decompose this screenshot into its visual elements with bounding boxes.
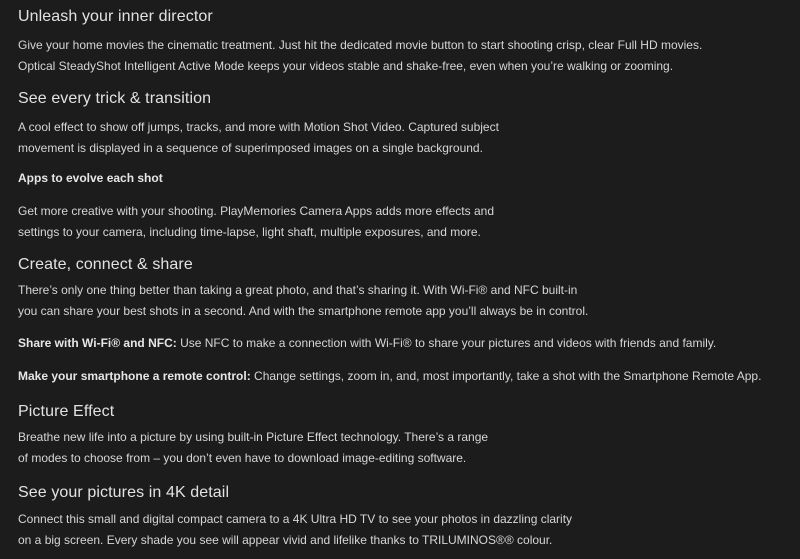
paragraph-line: A cool effect to show off jumps, tracks, and more with Motion Shot Video. Captured subject [18,120,499,134]
paragraph-unleash-director [18,35,702,77]
heading-trick-transition: See every trick & transition [18,90,212,107]
paragraph-connect-share [18,280,588,322]
paragraph-line: Get more creative with your shooting. PlayMemories Camera Apps adds more effects and [18,204,494,218]
paragraph-line: on a big screen. Every shade you see will appear vivid and lifelike thanks to TRILUMINOS®® colour. [18,533,553,547]
paragraph-line: Connect this small and digital compact camera to a 4K Ultra HD TV to see your photos in dazzling clarity [18,512,573,526]
feature-wifi-nfc [18,333,716,354]
heading-connect-share: Create, connect & share [18,256,193,273]
paragraph-4k-detail [18,509,572,551]
paragraph-line: movement is displayed in a sequence of superimposed images on a single background. [18,141,483,155]
paragraph-apps [18,201,494,243]
feature-text: Use NFC to make a connection with Wi-Fi® to share your pictures and videos with friends and family. [176,336,717,350]
paragraph-line: settings to your camera, including time-lapse, light shaft, multiple exposures, and more. [18,225,481,239]
feature-smartphone-remote [18,366,761,387]
paragraph-line: Optical SteadyShot Intelligent Active Mode keeps your videos stable and shake-free, even when you’re walking or zooming. [18,59,674,73]
paragraph-picture-effect [18,427,488,469]
paragraph-trick-transition [18,117,499,159]
feature-label: Make your smartphone a remote control: [18,369,251,383]
paragraph-line: Give your home movies the cinematic treatment. Just hit the dedicated movie button to start shooting crisp, clear Full HD movies. [18,38,703,52]
feature-text: Change settings, zoom in, and, most importantly, take a shot with the Smartphone Remote App. [250,369,762,383]
heading-unleash-director: Unleash your inner director [18,8,213,25]
feature-label: Share with Wi-Fi® and NFC: [18,336,177,350]
paragraph-line: Breathe new life into a picture by using built-in Picture Effect technology. There’s a range [18,430,489,444]
paragraph-line: of modes to choose from – you don’t even have to download image-editing software. [18,451,467,465]
heading-picture-effect: Picture Effect [18,403,115,420]
paragraph-line: you can share your best shots in a second. And with the smartphone remote app you’ll always be in control. [18,304,589,318]
subheading-apps: Apps to evolve each shot [18,171,163,185]
paragraph-line: There’s only one thing better than taking a great photo, and that’s sharing it. With Wi-Fi® and NFC built-in [18,283,578,297]
heading-4k-detail: See your pictures in 4K detail [18,484,230,501]
